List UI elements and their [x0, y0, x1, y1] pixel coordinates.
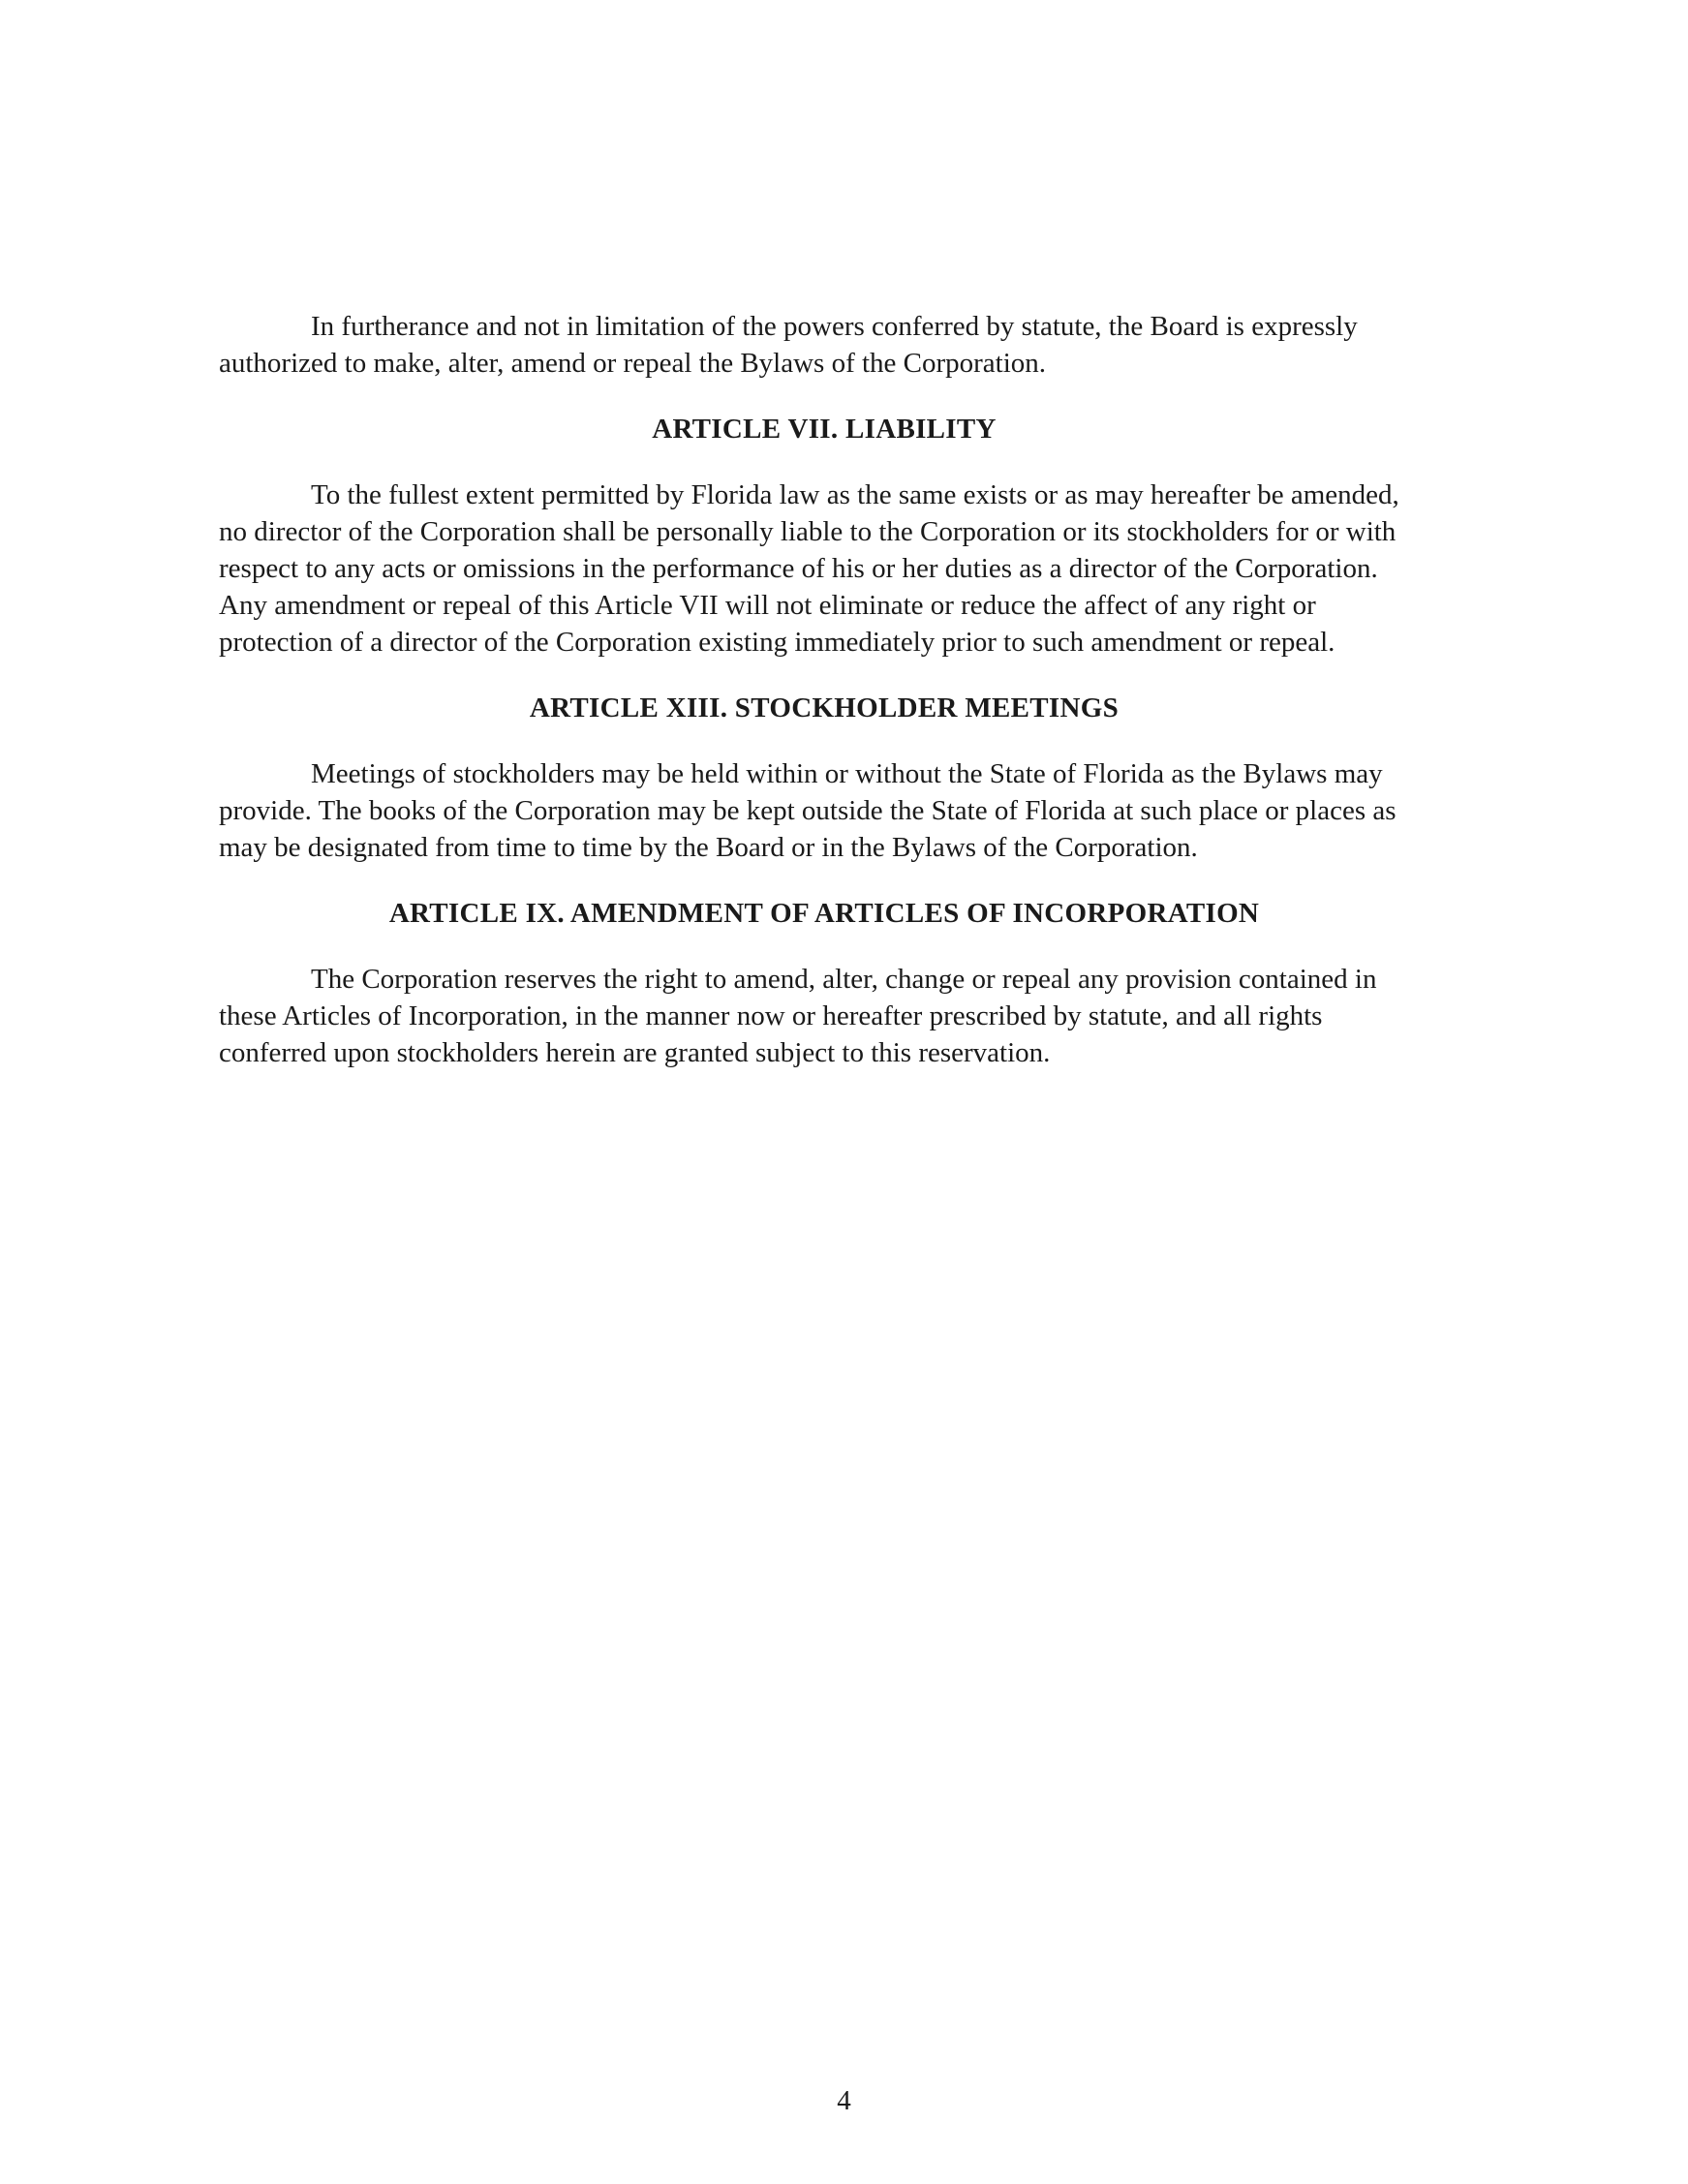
article-vii-body: To the fullest extent permitted by Florida law as the same exists or as may hereafter be amended, no director of the Corporation shall be personally liable to the Corporation or its stockholders for or with respect to any acts or omissions in the performance of his or her duties as a director of the Corporation. Any amendment or repeal of this Article VII will not eliminate or reduce the affect of any right or protection of a director of the Corporation existing immediately prior to such amendment or repeal. — [219, 479, 1399, 658]
document-body — [219, 308, 1429, 1071]
article-ix-heading: ARTICLE IX. AMENDMENT OF ARTICLES OF INCORPORATION — [388, 898, 1260, 929]
intro-paragraph: In furtherance and not in limitation of the powers conferred by statute, the Board is expressly authorized to make, alter, amend or repeal the Bylaws of the Corporation. — [219, 311, 1358, 379]
article-ix-body: The Corporation reserves the right to amend, alter, change or repeal any provision contained in these Articles of Incorporation, in the manner now or hereafter prescribed by statute, and all rights conferred upon stockholders herein are granted subject to this reservation. — [219, 964, 1377, 1068]
page-number: 4 — [837, 2085, 851, 2116]
article-xiii-body: Meetings of stockholders may be held within or without the State of Florida as the Bylaws may provide. The books of the Corporation may be kept outside the State of Florida at such place or places as may be designated from time to time by the Board or in the Bylaws of the Corporation. — [219, 758, 1396, 863]
article-xiii-heading: ARTICLE XIII. STOCKHOLDER MEETINGS — [529, 692, 1120, 723]
article-vii-heading: ARTICLE VII. LIABILITY — [652, 414, 997, 445]
